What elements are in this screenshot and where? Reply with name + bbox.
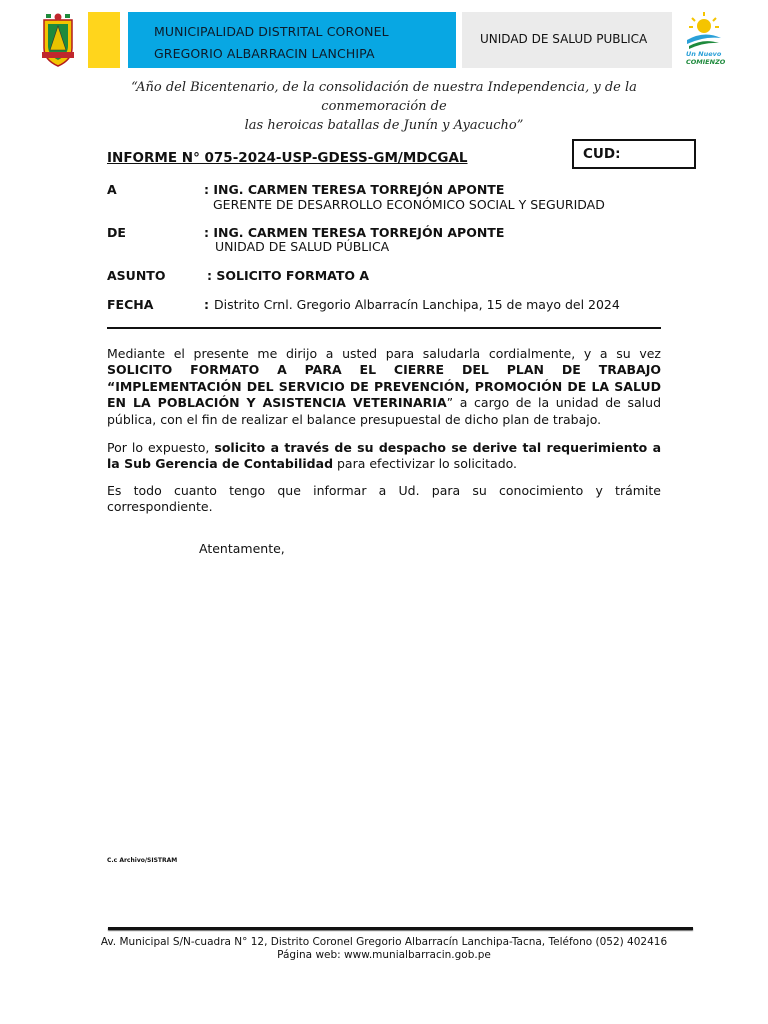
field-asunto-value: : SOLICITO FORMATO A <box>207 268 370 283</box>
field-label-asunto: ASUNTO <box>107 268 166 283</box>
footer <box>100 936 668 962</box>
year-motto <box>100 78 668 135</box>
field-de-role: UNIDAD DE SALUD PÚBLICA <box>215 239 390 254</box>
p1-text-bold: SOLICITO FORMATO A PARA EL CIERRE DEL PLAN DE TRABAJO “IMPLEMENTACIÓN DEL SERVICIO DE PREVENCIÓN, PROMOCIÓN DE LA SALUD EN LA POBLACIÓN Y ASISTENCIA VETERINARIA <box>107 362 661 411</box>
p2-text-a: Por lo expuesto, <box>107 440 215 455</box>
body-paragraph-2 <box>107 440 661 473</box>
header-accent-bar <box>88 12 120 68</box>
logo-text-line2: COMIENZO <box>686 58 726 66</box>
field-fecha-colon: : <box>204 297 209 312</box>
header-divider <box>107 327 661 329</box>
report-title: INFORME N° 075-2024-USP-GDESS-GM/MDCGAL <box>107 150 468 166</box>
municipality-name-line2: GREGORIO ALBARRACIN LANCHIPA <box>154 46 375 61</box>
p2-text-bold: solicito a través de su despacho se derive tal requerimiento a la Sub Gerencia de Contabilidad <box>107 440 661 472</box>
municipality-banner <box>128 12 456 68</box>
field-label-de: DE <box>107 225 126 240</box>
footer-address: Av. Municipal S/N-cuadra N° 12, Distrito Coronel Gregorio Albarracín Lanchipa-Tacna, Teléfono (052) 402416 <box>100 936 668 948</box>
year-motto-line2: las heroicas batallas de Junín y Ayacucho” <box>244 118 524 133</box>
year-motto-line1: “Año del Bicentenario, de la consolidación de nuestra Independencia, y de la conmemoración de <box>131 80 637 114</box>
cud-box <box>572 139 696 169</box>
un-nuevo-comienzo-logo <box>684 10 724 68</box>
field-label-a: A <box>107 182 117 197</box>
field-de-name: : ING. CARMEN TERESA TORREJÓN APONTE <box>204 225 505 240</box>
closing-salutation: Atentamente, <box>199 541 285 556</box>
p1-text-c: ” a cargo de la unidad de salud pública, con el fin de realizar el balance presupuestal de dicho plan de trabajo. <box>107 395 662 427</box>
cud-label: CUD: <box>583 146 621 162</box>
field-fecha-value: Distrito Crnl. Gregorio Albarracín Lanchipa, 15 de mayo del 2024 <box>214 297 620 312</box>
municipality-name-line1: MUNICIPALIDAD DISTRITAL CORONEL <box>154 24 389 39</box>
p2-text-c: para efectivizar lo solicitado. <box>333 456 518 472</box>
p1-text-a: Mediante el presente me dirijo a usted para saludarla cordialmente, y a su vez <box>107 346 661 361</box>
field-a-role: GERENTE DE DESARROLLO ECONÓMICO SOCIAL Y SEGURIDAD <box>213 197 605 212</box>
field-a-name: : ING. CARMEN TERESA TORREJÓN APONTE <box>204 182 505 197</box>
footer-divider <box>108 927 693 930</box>
logo-text-line1: Un Nuevo <box>686 50 722 58</box>
footer-website: Página web: www.munialbarracin.gob.pe <box>277 949 491 961</box>
body-paragraph-1 <box>107 346 661 428</box>
municipal-crest-logo <box>40 12 76 68</box>
copy-note: C.c Archivo/SISTRAM <box>107 857 178 864</box>
unit-banner <box>462 12 672 68</box>
body-paragraph-3: Es todo cuanto tengo que informar a Ud. para su conocimiento y trámite correspondiente. <box>107 483 661 515</box>
field-label-fecha: FECHA <box>107 297 154 312</box>
unit-name: UNIDAD DE SALUD PUBLICA <box>480 32 648 46</box>
